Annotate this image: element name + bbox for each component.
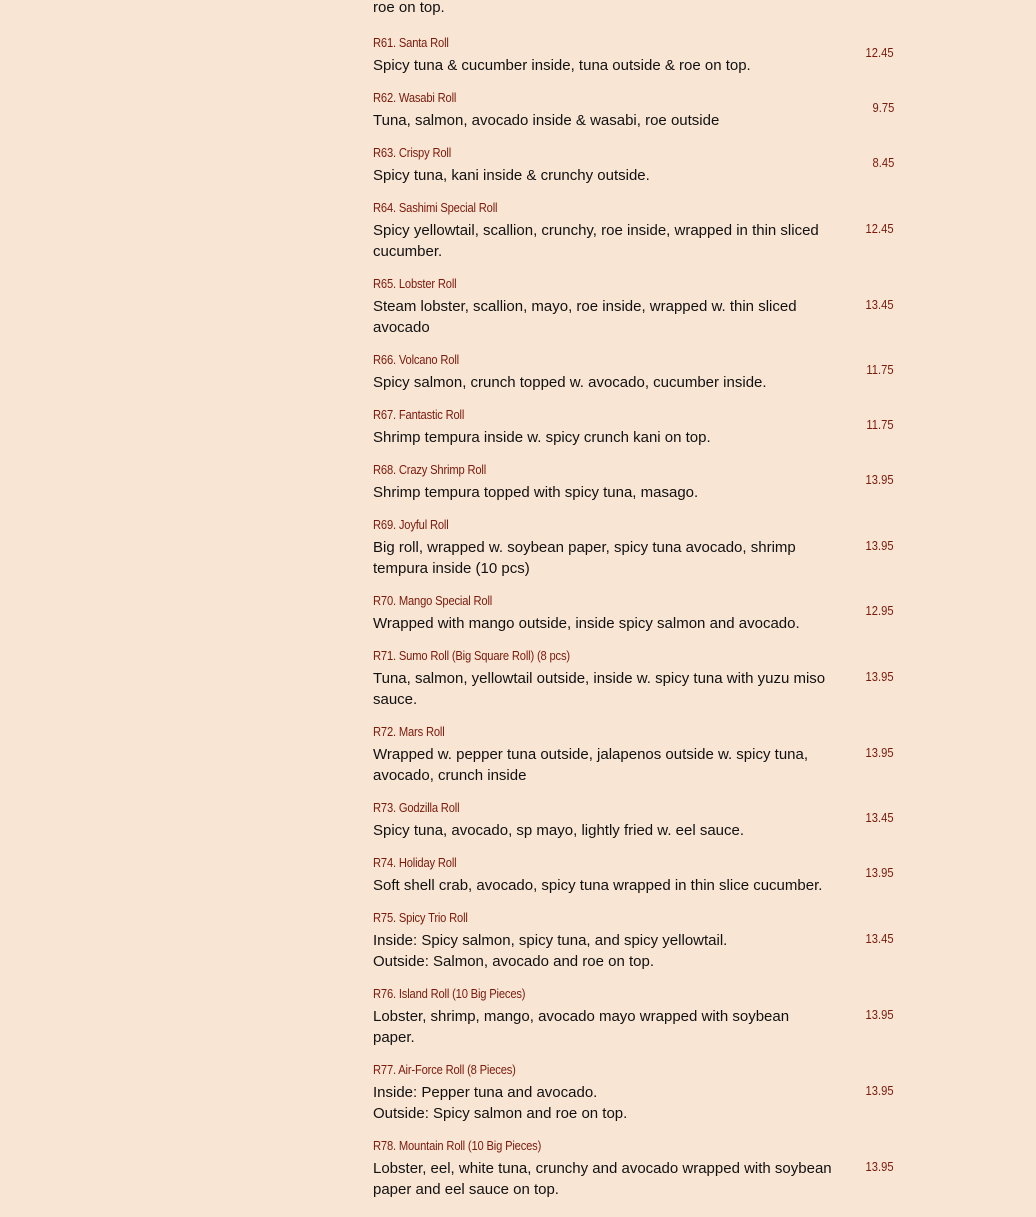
menu-item xyxy=(373,592,894,634)
menu-item-price: 11.75 xyxy=(866,362,894,377)
menu-item-description xyxy=(373,537,833,579)
menu-item-description-line: Spicy yellowtail, scallion, crunchy, roe inside, wrapped in thin sliced cucumber. xyxy=(373,222,819,260)
menu-item-description xyxy=(373,372,833,393)
menu-item-name: R69. Joyful Roll xyxy=(373,517,449,532)
menu-item-description-line: Tuna, salmon, avocado inside & wasabi, roe outside xyxy=(373,112,720,129)
menu-item-name: R75. Spicy Trio Roll xyxy=(373,910,468,925)
menu-item-price: 11.75 xyxy=(866,417,894,432)
menu-item-price: 9.75 xyxy=(872,100,894,115)
menu-item-description xyxy=(373,55,833,76)
menu-item-description xyxy=(373,427,833,448)
menu-item-price: 13.95 xyxy=(866,865,894,880)
menu-item xyxy=(373,89,894,131)
menu-item-description-line: Inside: Pepper tuna and avocado. xyxy=(373,1084,598,1101)
menu-item-description-line: Lobster, shrimp, mango, avocado mayo wrapped with soybean paper. xyxy=(373,1008,790,1046)
menu-item-description-line: Spicy tuna, avocado, sp mayo, lightly fried w. eel sauce. xyxy=(373,822,745,839)
menu-item-price: 13.45 xyxy=(866,931,894,946)
menu-item-description-line: Wrapped w. pepper tuna outside, jalapenos outside w. spicy tuna, avocado, crunch inside xyxy=(373,746,809,784)
menu-item-description-line: Spicy tuna, kani inside & crunchy outside. xyxy=(373,167,650,184)
menu-item-price: 13.95 xyxy=(866,1007,894,1022)
menu-item-name: R73. Godzilla Roll xyxy=(373,800,460,815)
menu-item xyxy=(373,461,894,503)
menu-item xyxy=(373,275,894,338)
menu-item-description xyxy=(373,296,833,338)
menu-item-name: R74. Holiday Roll xyxy=(373,855,457,870)
menu-item-description xyxy=(373,1082,833,1124)
menu-item-price: 12.45 xyxy=(866,221,894,236)
previous-item-description-fragment: roe on top. xyxy=(373,0,445,16)
menu-item xyxy=(373,34,894,76)
menu-item xyxy=(373,144,894,186)
menu-item-name: R61. Santa Roll xyxy=(373,35,449,50)
menu-item-description xyxy=(373,1158,833,1200)
menu-item-name: R62. Wasabi Roll xyxy=(373,90,457,105)
menu-item-description xyxy=(373,613,833,634)
menu-item-description-line: Spicy salmon, crunch topped w. avocado, cucumber inside. xyxy=(373,374,767,391)
menu-item xyxy=(373,985,894,1048)
menu-item-description-line: Tuna, salmon, yellowtail outside, inside w. spicy tuna with yuzu miso sauce. xyxy=(373,670,826,708)
menu-item-description-line: Shrimp tempura topped with spicy tuna, masago. xyxy=(373,484,699,501)
menu-item-name: R72. Mars Roll xyxy=(373,724,445,739)
menu-item-description-line: Steam lobster, scallion, mayo, roe inside, wrapped w. thin sliced avocado xyxy=(373,298,797,336)
menu-item-name: R63. Crispy Roll xyxy=(373,145,452,160)
menu-item-price: 13.95 xyxy=(866,472,894,487)
menu-item-description xyxy=(373,220,833,262)
menu-item xyxy=(373,799,894,841)
menu-item-description-line: Inside: Spicy salmon, spicy tuna, and spicy yellowtail. xyxy=(373,932,728,949)
menu-item-description xyxy=(373,110,833,131)
menu-item-name: R65. Lobster Roll xyxy=(373,276,457,291)
menu-item-price: 13.95 xyxy=(866,538,894,553)
menu-item-description xyxy=(373,1006,833,1048)
menu-item-description xyxy=(373,930,833,972)
menu-item xyxy=(373,351,894,393)
menu-item-name: R70. Mango Special Roll xyxy=(373,593,493,608)
menu-item-price: 13.45 xyxy=(866,297,894,312)
menu-item xyxy=(373,854,894,896)
menu-item xyxy=(373,199,894,262)
menu-item xyxy=(373,516,894,579)
menu-item-name: R78. Mountain Roll (10 Big Pieces) xyxy=(373,1138,542,1153)
menu-item-description xyxy=(373,820,833,841)
menu-item-name: R76. Island Roll (10 Big Pieces) xyxy=(373,986,526,1001)
menu-item-description xyxy=(373,668,833,710)
menu-item-name: R68. Crazy Shrimp Roll xyxy=(373,462,487,477)
menu-item xyxy=(373,909,894,972)
menu-item-name: R66. Volcano Roll xyxy=(373,352,459,367)
menu-item-description-line: Spicy tuna & cucumber inside, tuna outside & roe on top. xyxy=(373,57,751,74)
menu-item-description xyxy=(373,165,833,186)
menu-item-price: 12.45 xyxy=(866,45,894,60)
menu-item-name: R64. Sashimi Special Roll xyxy=(373,200,498,215)
menu-item-description-line: Wrapped with mango outside, inside spicy salmon and avocado. xyxy=(373,615,800,632)
menu-item-description-line: Outside: Spicy salmon and roe on top. xyxy=(373,1105,628,1122)
menu-item-name: R67. Fantastic Roll xyxy=(373,407,465,422)
menu-item-name: R71. Sumo Roll (Big Square Roll) (8 pcs) xyxy=(373,648,570,663)
menu-item-price: 13.95 xyxy=(866,1159,894,1174)
menu-item xyxy=(373,1061,894,1124)
menu-item-description-line: Shrimp tempura inside w. spicy crunch kani on top. xyxy=(373,429,711,446)
menu-item-price: 13.45 xyxy=(866,810,894,825)
menu-item-price: 13.95 xyxy=(866,745,894,760)
menu-item-price: 13.95 xyxy=(866,1083,894,1098)
menu-item-description-line: Outside: Salmon, avocado and roe on top. xyxy=(373,953,655,970)
menu-item-description-line: Big roll, wrapped w. soybean paper, spicy tuna avocado, shrimp tempura inside (10 pcs) xyxy=(373,539,796,577)
menu-item xyxy=(373,647,894,710)
menu-item-price: 12.95 xyxy=(866,603,894,618)
menu-item-description xyxy=(373,875,833,896)
menu-item-description xyxy=(373,744,833,786)
menu-item-price: 8.45 xyxy=(872,155,894,170)
menu-item-description xyxy=(373,482,833,503)
menu-item-description-line: Soft shell crab, avocado, spicy tuna wrapped in thin slice cucumber. xyxy=(373,877,823,894)
menu-item xyxy=(373,1137,894,1200)
menu-item-description-line: Lobster, eel, white tuna, crunchy and avocado wrapped with soybean paper and eel sauce on top. xyxy=(373,1160,832,1198)
menu-item xyxy=(373,406,894,448)
menu-item-name: R77. Air-Force Roll (8 Pieces) xyxy=(373,1062,516,1077)
menu-item xyxy=(373,723,894,786)
menu-item-price: 13.95 xyxy=(866,669,894,684)
